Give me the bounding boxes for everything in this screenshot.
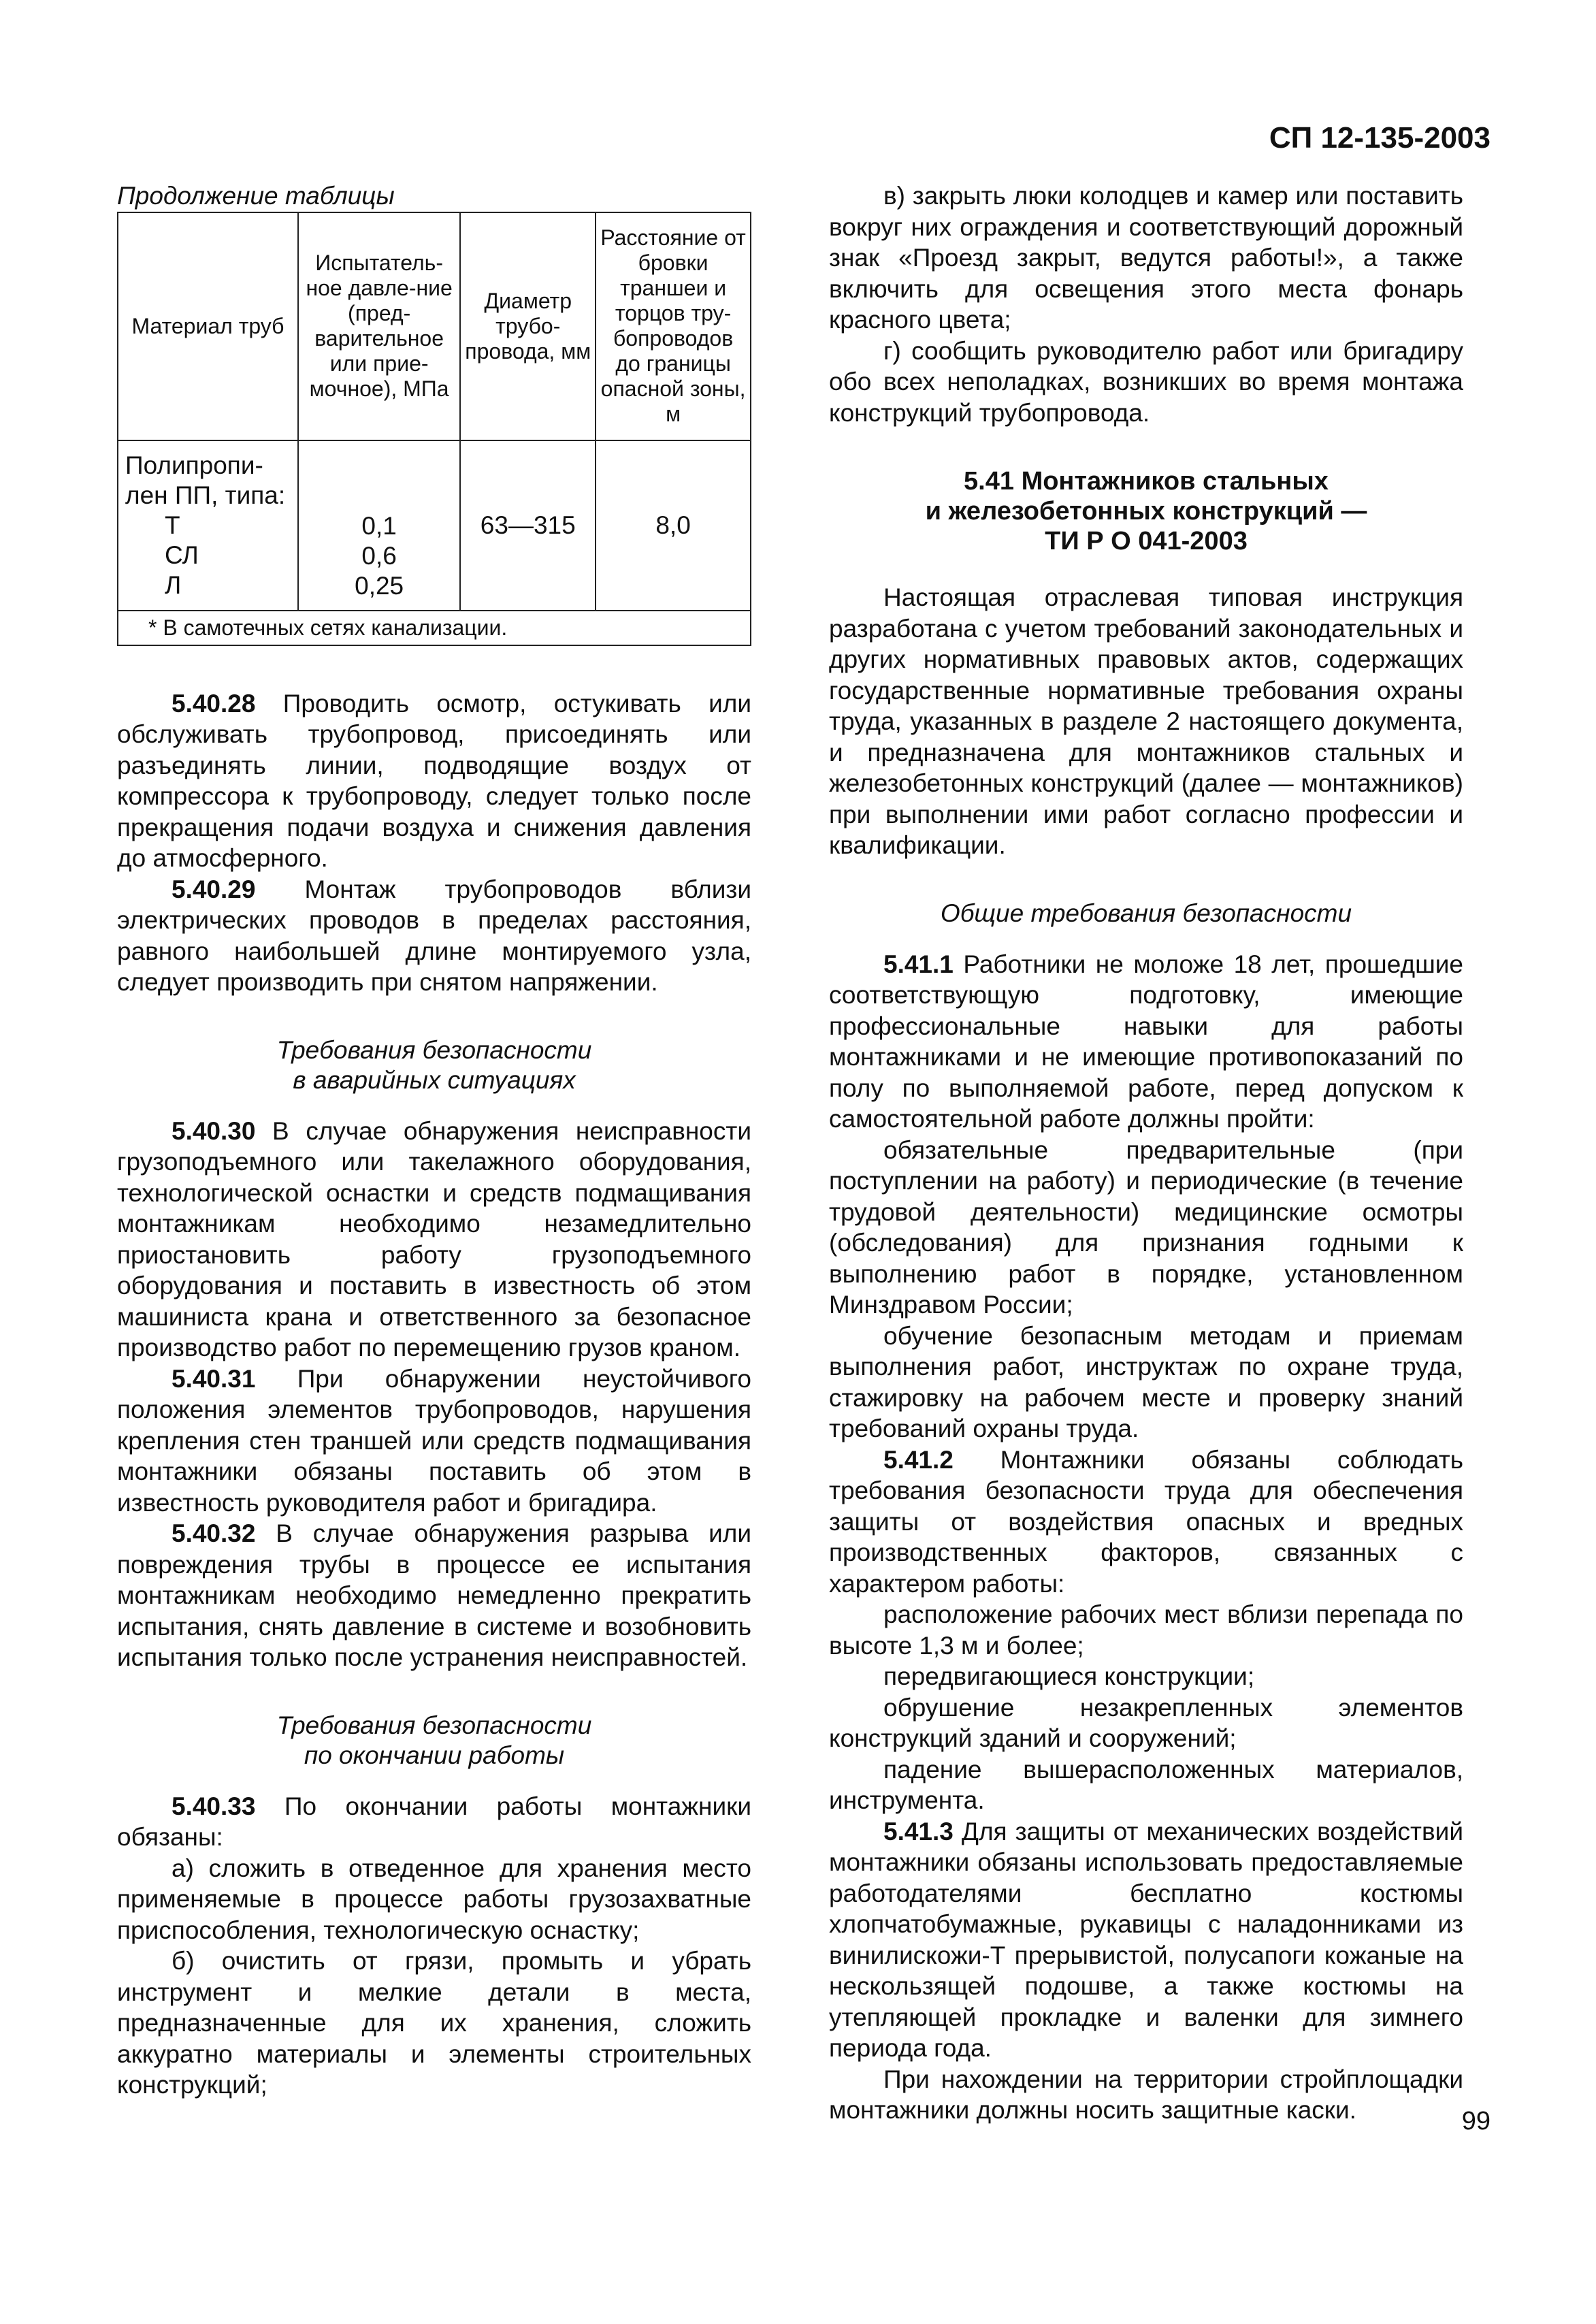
paragraph-5-40-28 <box>117 688 751 874</box>
clause-number: 5.40.28 <box>172 689 256 717</box>
heading-line: ТИ Р О 041-2003 <box>1045 527 1248 555</box>
list-item: обрушение незакрепленных элементов конструкций зданий и сооружений; <box>829 1693 1463 1752</box>
subheading-line: Требования безопасности <box>276 1035 592 1064</box>
table-row <box>118 440 751 611</box>
paragraph-5-41-1 <box>829 949 1463 1135</box>
list-item: падение вышерасположенных материалов, инструмента. <box>829 1755 1463 1814</box>
pressure-value: 0,1 <box>361 511 397 540</box>
list-item: расположение рабочих мест вблизи перепада по высоте 1,3 м и более; <box>829 1600 1463 1660</box>
list-item: обучение безопасным методам и приемам выполнения работ, инструктаж по охране труда, стажировку на рабочем месте и проверку знаний требований охраны труда. <box>829 1321 1463 1442</box>
header-diameter: Диаметр трубо-провода, мм <box>460 212 596 440</box>
header-pressure: Испытатель-ное давле-ние (пред-варительное или прие-мочное), МПа <box>298 212 460 440</box>
table-header-row <box>118 212 751 440</box>
subheading-end-of-work <box>117 1711 751 1771</box>
paragraph-5-41-3 <box>829 1816 1463 2064</box>
table-caption: Продолжение таблицы <box>117 182 395 210</box>
specs-table <box>117 212 751 646</box>
clause-number: 5.40.32 <box>172 1519 256 1547</box>
section-heading-5-41 <box>829 466 1463 556</box>
paragraph-5-40-29 <box>117 874 751 998</box>
paragraph-5-41-2 <box>829 1445 1463 1600</box>
list-item: обязательные предварительные (при поступлении на работу) и периодические (в течение трудовой деятельности) медицинские осмотры (обследования) для признания годными к выполнению работ в порядке, установленном Минздравом России; <box>829 1135 1463 1319</box>
subheading-line: в аварийных ситуациях <box>293 1065 576 1094</box>
header-distance: Расстояние от бровки траншеи и торцов тру-бопроводов до границы опасной зоны, м <box>596 212 751 440</box>
paragraph-5-40-31 <box>117 1363 751 1519</box>
header-material: Материал труб <box>118 212 298 440</box>
list-item: г) сообщить руководителю работ или бригадиру обо всех неполадках, возникших во время монтажа конструкций трубопровода. <box>829 336 1463 427</box>
cell-diameter: 63—315 <box>460 440 596 611</box>
clause-text: В случае обнаружения разрыва или повреждения трубы в процессе ее испытания монтажникам необходимо немедленно прекратить испытания, снять давление в системе и возобновить испытания только после устранения неисправностей. <box>117 1519 751 1671</box>
table-footnote: * В самотечных сетях канализации. <box>118 611 751 645</box>
material-type: Л <box>165 570 182 599</box>
clause-text: По окончании работы монтажники обязаны: <box>117 1792 751 1851</box>
clause-number: 5.41.3 <box>883 1817 954 1845</box>
list-item: в) закрыть люки колодцев и камер или поставить вокруг них ограждения и соответствующий дорожный знак «Проезд закрыт, ведутся работы!», а также включить для освещения этого места фонарь красного цвета; <box>829 182 1463 334</box>
clause-number: 5.40.30 <box>172 1116 256 1145</box>
heading-line: и железобетонных конструкций — <box>925 497 1367 526</box>
page-number: 99 <box>1461 2107 1491 2135</box>
clause-number: 5.41.1 <box>883 950 954 978</box>
right-column <box>829 180 1463 2126</box>
clause-text: Монтажники обязаны соблюдать требования безопасности труда для обеспечения защиты от воздействия опасных и вредных производственных факторов, связанных с характером работы: <box>829 1445 1463 1598</box>
material-type: Т <box>165 511 180 539</box>
subheading-line: по окончании работы <box>304 1741 565 1769</box>
subheading-general: Общие требования безопасности <box>940 899 1352 927</box>
clause-number: 5.40.31 <box>172 1364 256 1393</box>
list-item: а) сложить в отведенное для хранения место применяемые в процессе работы грузозахватные приспособления, технологическую оснастку; <box>117 1854 751 1944</box>
document-code: СП 12-135-2003 <box>1269 121 1491 155</box>
clause-number: 5.41.2 <box>883 1445 954 1474</box>
paragraph-5-40-30 <box>117 1116 751 1363</box>
cell-distance: 8,0 <box>596 440 751 611</box>
paragraph-helmets: При нахождении на территории стройплощадки монтажники должны носить защитные каски. <box>829 2065 1463 2124</box>
subheading-line: Требования безопасности <box>276 1711 592 1739</box>
cell-pressure <box>298 440 460 611</box>
clause-number: 5.40.29 <box>172 875 256 903</box>
clause-text: Монтаж трубопроводов вблизи электрических проводов в пределах расстояния, равного наибольшей длине монтируемого узла, следует производить при снятом напряжении. <box>117 875 751 996</box>
pressure-value: 0,25 <box>355 571 404 600</box>
table-footnote-row <box>118 611 751 645</box>
paragraph-5-40-33 <box>117 1791 751 1853</box>
material-title: Полипропи-лен ПП, типа: <box>125 451 286 509</box>
heading-line: 5.41 Монтажников стальных <box>964 467 1329 496</box>
clause-text: Проводить осмотр, остукивать или обслуживать трубопровод, присоединять или разъединять линии, подводящие воздух от компрессора к трубопроводу, следует только после прекращения подачи воздуха и снижения давления до атмосферного. <box>117 689 751 872</box>
intro-paragraph: Настоящая отраслевая типовая инструкция разработана с учетом требований законодательных и других нормативных правовых актов, содержащих государственные нормативные требования охраны труда, указанных в разделе 2 настоящего документа, и предназначена для монтажников стальных и железобетонных конструкций (далее — монтажников) при выполнении ими работ согласно профессии и квалификации. <box>829 583 1463 859</box>
clause-text: Для защиты от механических воздействий монтажники обязаны использовать предоставляемые работодателями бесплатно костюмы хлопчатобумажные, рукавицы с наладонниками из винилискожи-Т прерывистой, полусапоги кожаные на нескользящей подошве, а также костюмы на утепляющей прокладке и валенки для зимнего периода года. <box>829 1817 1463 2062</box>
clause-text: В случае обнаружения неисправности грузоподъемного или такелажного оборудования, технологической оснастки и средств подмащивания монтажникам необходимо незамедлительно приостановить работу грузоподъемного оборудования и поставить в известность об этом машиниста крана и ответственного за безопасное производство работ по перемещению грузов краном. <box>117 1116 751 1361</box>
material-type: СЛ <box>165 540 199 569</box>
clause-text: Работники не моложе 18 лет, прошедшие соответствующую подготовку, имеющие профессиональные навыки для работы монтажниками и не имеющие противопоказаний по полу по выполняемой работе, перед допуском к самостоятельной работе должны пройти: <box>829 950 1463 1133</box>
paragraph-5-40-32 <box>117 1518 751 1673</box>
list-item: передвигающиеся конструкции; <box>883 1662 1255 1690</box>
subheading-emergency <box>117 1035 751 1095</box>
left-column <box>117 180 751 2101</box>
clause-text: При обнаружении неустойчивого положения элементов трубопроводов, нарушения крепления стен траншей или средств подмащивания монтажники обязаны поставить об этом в известность руководителя работ и бригадира. <box>117 1364 751 1517</box>
clause-number: 5.40.33 <box>172 1792 256 1820</box>
pressure-value: 0,6 <box>361 541 397 570</box>
cell-material <box>118 440 298 611</box>
list-item: б) очистить от грязи, промыть и убрать инструмент и мелкие детали в места, предназначенные для их хранения, сложить аккуратно материалы и элементы строительных конструкций; <box>117 1947 751 2099</box>
